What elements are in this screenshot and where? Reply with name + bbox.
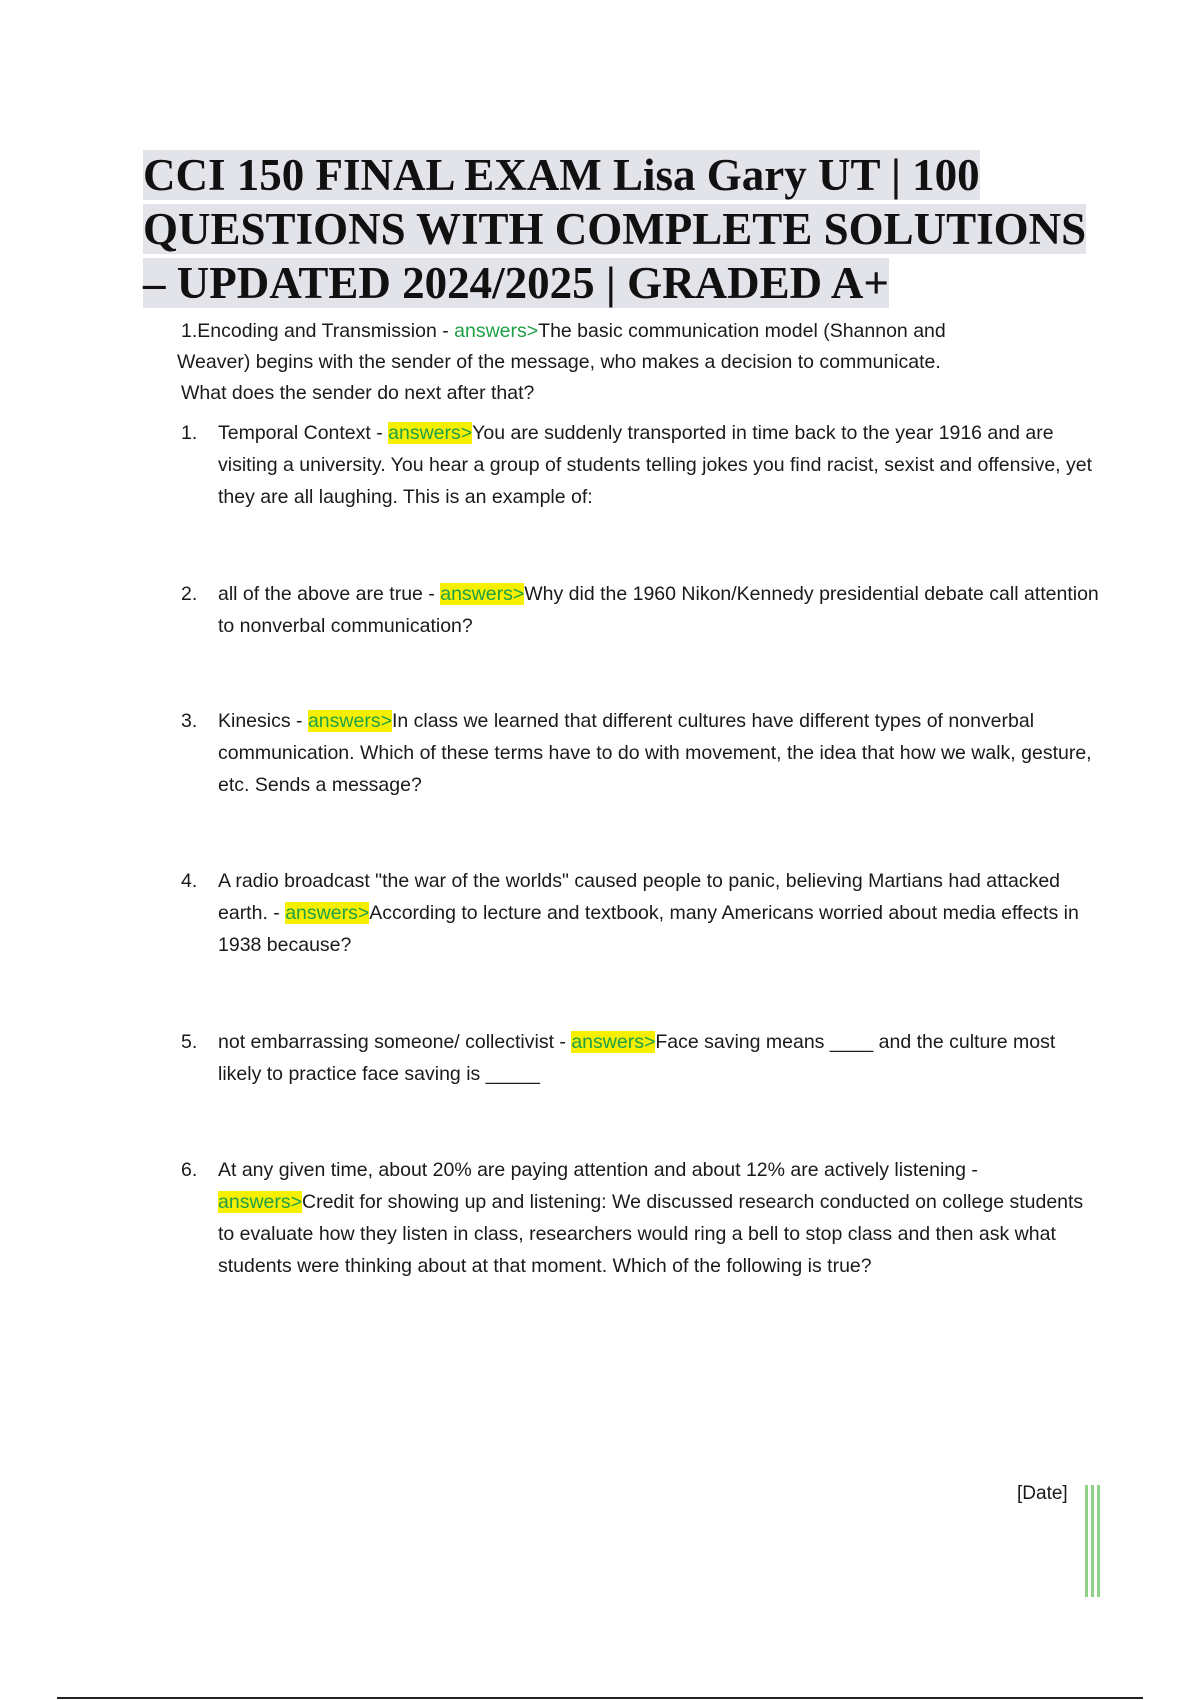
question-after: You are suddenly transported in time back to the year 1916 and are visiting a university. You hear a group of students telling jokes you find racist, sexist and offensive, yet they are all laughing. This is an example of: bbox=[218, 422, 1093, 508]
question-before: Temporal Context - bbox=[218, 422, 389, 444]
question-number: 3. bbox=[181, 710, 198, 732]
intro-answers-tag: answers> bbox=[454, 320, 539, 342]
question-before: A radio broadcast "the war of the worlds" caused people to panic, believing Martians had attacked earth. - bbox=[218, 870, 1061, 924]
question-list bbox=[181, 417, 1101, 1282]
question-item-4 bbox=[181, 865, 1101, 1026]
title-line-3: – UPDATED 2024/2025 | GRADED A+ bbox=[143, 258, 889, 308]
question-before: Kinesics - bbox=[218, 710, 308, 732]
title-line-2: QUESTIONS WITH COMPLETE SOLUTIONS bbox=[143, 204, 1087, 254]
footer-date: [Date] bbox=[1017, 1483, 1068, 1504]
question-number: 5. bbox=[181, 1031, 198, 1053]
answers-tag: answers> bbox=[285, 902, 370, 924]
intro-question bbox=[177, 316, 1061, 409]
question-before: all of the above are true - bbox=[218, 583, 441, 605]
footer-rule bbox=[57, 1697, 1143, 1699]
intro-line-1 bbox=[181, 316, 1061, 347]
question-item-2 bbox=[181, 578, 1101, 705]
intro-line-3: What does the sender do next after that? bbox=[181, 382, 535, 404]
intro-text-1: The basic communication model (Shannon and bbox=[538, 320, 946, 342]
question-after: Face saving means ____ and the culture most likely to practice face saving is _____ bbox=[218, 1031, 1056, 1085]
question-before: not embarrassing someone/ collectivist - bbox=[218, 1031, 572, 1053]
question-item-1 bbox=[181, 417, 1101, 578]
answers-tag: answers> bbox=[388, 422, 473, 444]
answers-tag: answers> bbox=[440, 583, 525, 605]
footer-bar bbox=[1097, 1485, 1100, 1597]
question-item-5 bbox=[181, 1026, 1101, 1154]
intro-prefix: 1.Encoding and Transmission - bbox=[181, 320, 455, 342]
question-number: 2. bbox=[181, 583, 198, 605]
question-before: At any given time, about 20% are paying attention and about 12% are actively listening - bbox=[218, 1159, 978, 1181]
question-number: 1. bbox=[181, 422, 198, 444]
document-title bbox=[143, 148, 1163, 310]
answers-tag: answers> bbox=[218, 1191, 302, 1213]
intro-line-2: Weaver) begins with the sender of the message, who makes a decision to communicate. bbox=[177, 351, 941, 373]
question-item-3 bbox=[181, 705, 1101, 865]
question-number: 4. bbox=[181, 870, 198, 892]
footer-decorative-bars bbox=[1085, 1485, 1101, 1597]
footer-bar bbox=[1085, 1485, 1088, 1597]
footer-bar bbox=[1091, 1485, 1094, 1597]
question-item-6 bbox=[181, 1154, 1101, 1282]
answers-tag: answers> bbox=[571, 1031, 656, 1053]
question-after: According to lecture and textbook, many Americans worried about media effects in 1938 because? bbox=[218, 902, 1079, 956]
question-after: Credit for showing up and listening: We discussed research conducted on college students to evaluate how they listen in class, researchers would ring a bell to stop class and then ask what students were thinking about at that moment. Which of the following is true? bbox=[218, 1191, 1084, 1277]
question-after: Why did the 1960 Nikon/Kennedy presidential debate call attention to nonverbal communication? bbox=[218, 583, 1099, 637]
question-number: 6. bbox=[181, 1159, 198, 1181]
title-line-1: CCI 150 FINAL EXAM Lisa Gary UT | 100 bbox=[143, 150, 980, 200]
question-after: In class we learned that different cultures have different types of nonverbal communication. Which of these terms have to do with movement, the idea that how we walk, gesture, etc. Sends a message? bbox=[218, 710, 1092, 796]
answers-tag: answers> bbox=[307, 710, 392, 732]
